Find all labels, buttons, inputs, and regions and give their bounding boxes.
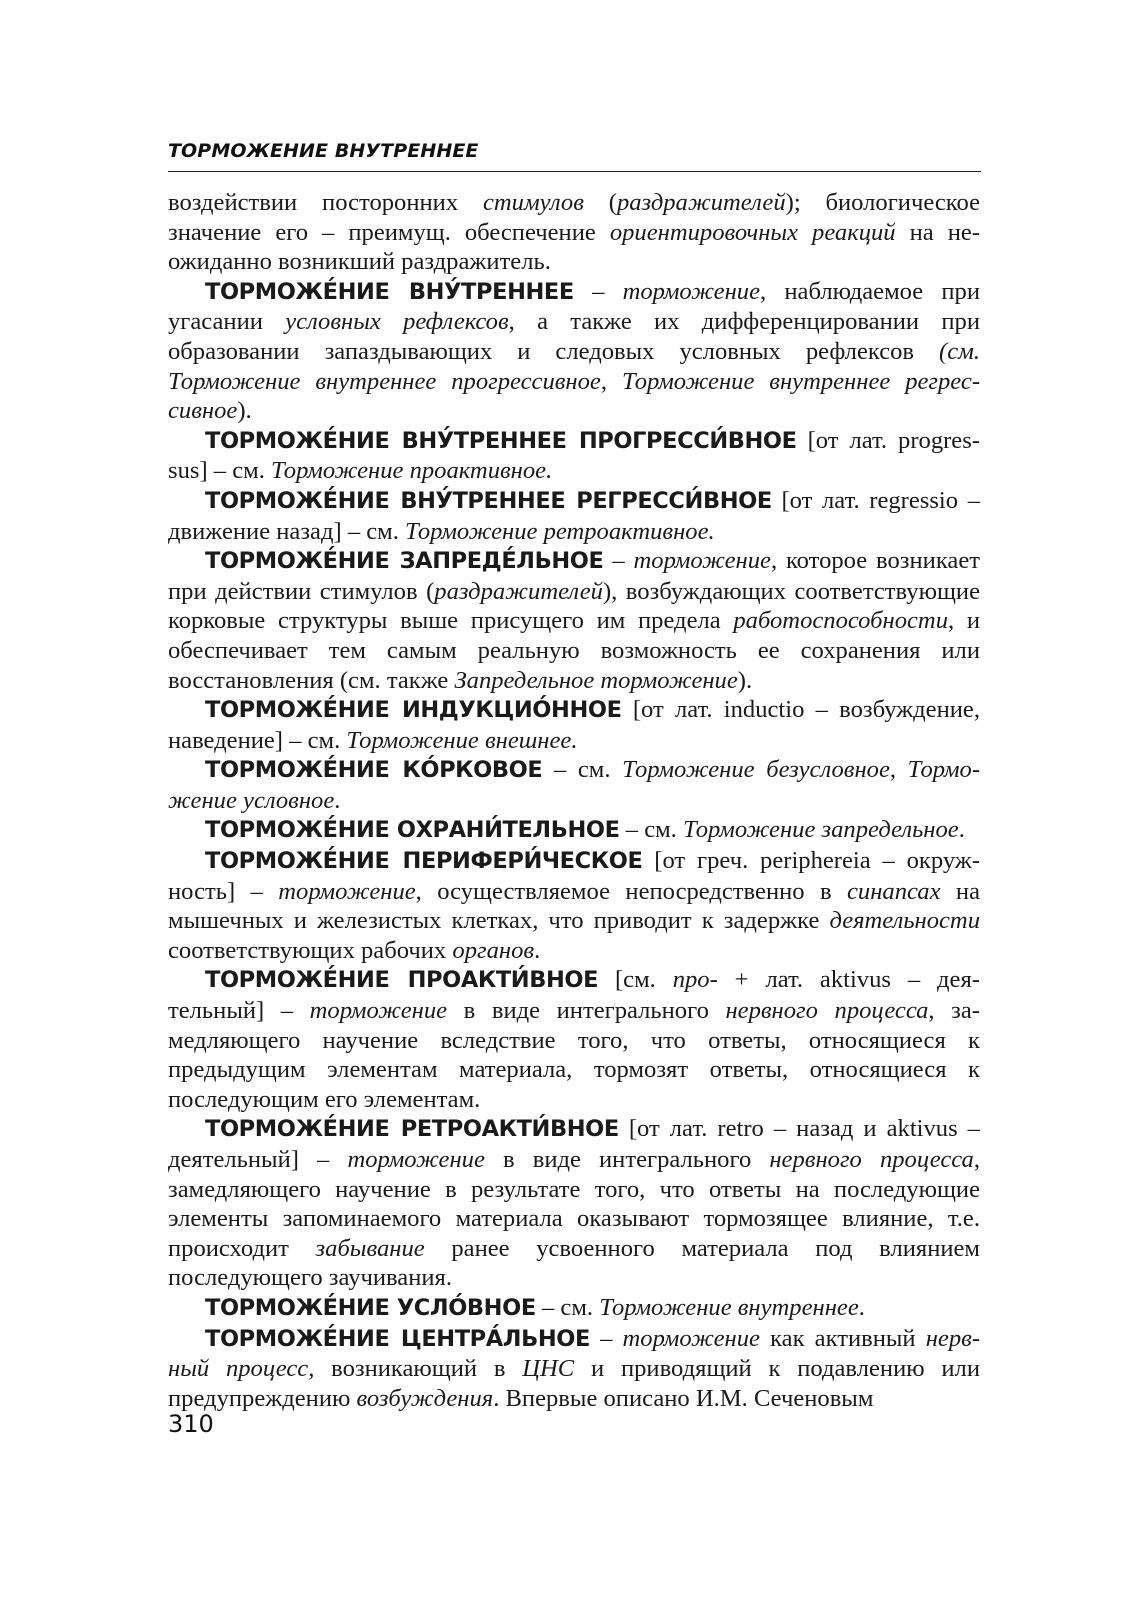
entry-text: , замедляющего научение в результате того, что ответы на последующие элементы запоминаемого материала оказывают тормозящее влияние, т.е. происходит [168,1146,980,1262]
italic-cross-reference: (см. Торможение внутреннее прогрессивное [168,337,980,395]
italic-cross-reference: торможение [347,1146,485,1173]
dictionary-entry [168,965,980,1114]
entry-headword: ТОРМОЖЕ́НИЕ КО́РКОВОЕ [205,757,543,784]
italic-cross-reference: раздражителей [434,577,603,605]
italic-cross-reference: Торможение внутреннее регрессивное [168,367,981,425]
entry-text: . [958,816,965,844]
italic-cross-reference: Торможение внутреннее [599,1293,859,1321]
dictionary-entry [168,846,980,965]
entry-text: ), возбуждающих соответствующие корковые структуры выше присущего им предела [168,577,980,635]
entry-text: как активный [759,1324,926,1352]
page-number: 310 [168,1410,214,1438]
italic-cross-reference: торможение [309,997,448,1025]
entry-text: на мышечных и железистых клетках, что приводит к задержке [168,877,980,935]
entry-text: ). [237,397,252,425]
entry-headword: ТОРМОЖЕ́НИЕ ОХРАНИ́ТЕЛЬНОЕ [205,817,620,844]
italic-cross-reference: забывание [315,1234,425,1262]
running-head: ТОРМОЖЕНИЕ ВНУТРЕННЕЕ [168,140,479,162]
entry-text: воздействии посторонних [168,189,483,216]
dictionary-entry [168,815,980,846]
entry-headword: ТОРМОЖЕ́НИЕ ЗАПРЕДЕ́ЛЬНОЕ [205,548,604,575]
entry-text: , наблюдаемое при угасании [168,277,980,336]
italic-cross-reference: Торможение условное [168,756,981,814]
entry-text: . [858,1293,865,1321]
entry-text: соответствующих рабочих [168,936,453,964]
italic-cross-reference: Торможение безусловное [622,756,890,784]
italic-cross-reference: торможение [278,877,416,905]
entry-headword: ТОРМОЖЕ́НИЕ ПЕРИФЕРИ́ЧЕСКОЕ [205,848,643,875]
italic-cross-reference: условных рефлексов [285,308,509,336]
entry-text: [от греч. periphereia – окружность] – [168,847,981,905]
italic-cross-reference: нервный процесс [168,1324,981,1383]
entry-text: , [600,367,622,395]
entry-headword: ТОРМОЖЕ́НИЕ ИНДУКЦИО́ННОЕ [205,697,622,724]
italic-cross-reference: работоспособности [733,607,948,635]
italic-cross-reference: Торможение запредельное [682,816,959,844]
entries-body [168,188,980,1413]
italic-cross-reference: нервного процесса [769,1146,974,1173]
italic-cross-reference: синапсах [847,877,941,905]
entry-text: и приводящий к подавлению или предупреждению [168,1355,980,1412]
entry-text: , осуществляемое непосредственно в [415,877,847,905]
entry-text: – [573,277,623,305]
entry-text: на неожиданно возникший раздражитель. [168,218,981,276]
italic-cross-reference: Торможение проактивное. [271,457,553,485]
dictionary-entry [168,755,980,815]
entry-headword: ТОРМОЖЕ́НИЕ ВНУ́ТРЕННЕЕ РЕГРЕССИ́ВНОЕ [205,487,772,514]
entry-text: , возникающий в [308,1355,523,1383]
dictionary-entry [168,695,980,755]
entry-text: ( [583,189,617,216]
dictionary-entry [168,1293,980,1324]
entry-text: – см. [542,756,623,784]
entry-text: ранее усвоенного материала под влиянием последующего заучивания. [168,1234,980,1292]
continuation-paragraph [168,188,980,277]
entry-headword: ТОРМОЖЕ́НИЕ ПРОАКТИ́ВНОЕ [205,967,599,994]
entry-text: [от лат. regressio – движение назад] – см. [168,486,980,545]
italic-cross-reference: нервного процесса [725,997,929,1025]
entry-text: ). [737,666,753,694]
dictionary-entry [168,1114,980,1293]
italic-cross-reference: ЦНС [522,1355,575,1383]
italic-cross-reference: торможение [633,547,771,575]
entry-text: [от лат. retro – назад и aktivus – деятельный] – [168,1115,980,1173]
entry-text: , которое возникает при действии стимулов ( [168,547,980,605]
italic-cross-reference: ориентировочных реакций [609,218,896,246]
entry-text: в виде интегрального [484,1146,770,1173]
entry-headword: ТОРМОЖЕ́НИЕ ЦЕНТРА́ЛЬНОЕ [205,1325,590,1352]
italic-cross-reference: стимулов [482,189,584,216]
entry-text: в виде интегрального [447,997,726,1025]
italic-cross-reference: Запредельное торможение [454,666,738,694]
italic-cross-reference: раздражителей [616,189,786,216]
italic-cross-reference: возбуждения [356,1384,494,1412]
dictionary-entry [168,1324,980,1414]
dictionary-entry [168,277,980,426]
entry-headword: ТОРМОЖЕ́НИЕ РЕТРОАКТИ́ВНОЕ [205,1116,619,1143]
italic-cross-reference: Торможение внешнее. [346,726,578,754]
entry-text: – см. [535,1293,600,1321]
entry-text: , а также их дифференцировании при образовании запаздывающих и следовых условных рефлексов [168,308,980,365]
italic-cross-reference: деятельности [829,907,980,935]
entry-text: – [603,547,634,575]
dictionary-entry [168,546,980,695]
entry-text: , [889,756,908,784]
header-rule [168,171,981,172]
entry-text: – см. [619,816,683,844]
entry-headword: ТОРМОЖЕ́НИЕ УСЛО́ВНОЕ [205,1294,536,1321]
dictionary-entry [168,426,980,486]
entry-text: . Впервые описано И.М. Сеченовым [493,1384,874,1412]
entry-text: , и обеспечивает тем самым реальную возможность ее сохранения или восстановления (см. также [168,607,980,694]
italic-cross-reference: органов [452,936,535,964]
entry-headword: ТОРМОЖЕ́НИЕ ВНУ́ТРЕННЕЕ [205,278,574,305]
entry-text: [от лат. inductio – возбуждение, наведение] – см. [168,696,980,754]
italic-cross-reference: про- [672,966,718,994]
entry-text: . [534,936,541,964]
italic-cross-reference: Торможение ретроактивное. [405,517,715,545]
entry-text: [см. [598,966,673,994]
entry-headword: ТОРМОЖЕ́НИЕ ВНУ́ТРЕННЕЕ ПРОГРЕССИ́ВНОЕ [205,427,797,454]
entry-text: [от лат. progressus] – см. [168,426,980,485]
italic-cross-reference: торможение [622,1324,760,1352]
entry-text: . [334,786,341,814]
entry-text: + лат. aktivus – деятельный] – [168,966,980,1025]
entry-text: ); биологическое значение его – преимущ. обеспечение [168,189,980,246]
dictionary-entry [168,486,980,546]
italic-cross-reference: торможение [622,277,760,305]
entry-text: – [589,1324,623,1352]
entry-text: , замедляющего научение вследствие того, что ответы, относящиеся к предыдущим элементам материала, тормозят ответы, относящиеся к последующим его элементам. [168,997,980,1113]
